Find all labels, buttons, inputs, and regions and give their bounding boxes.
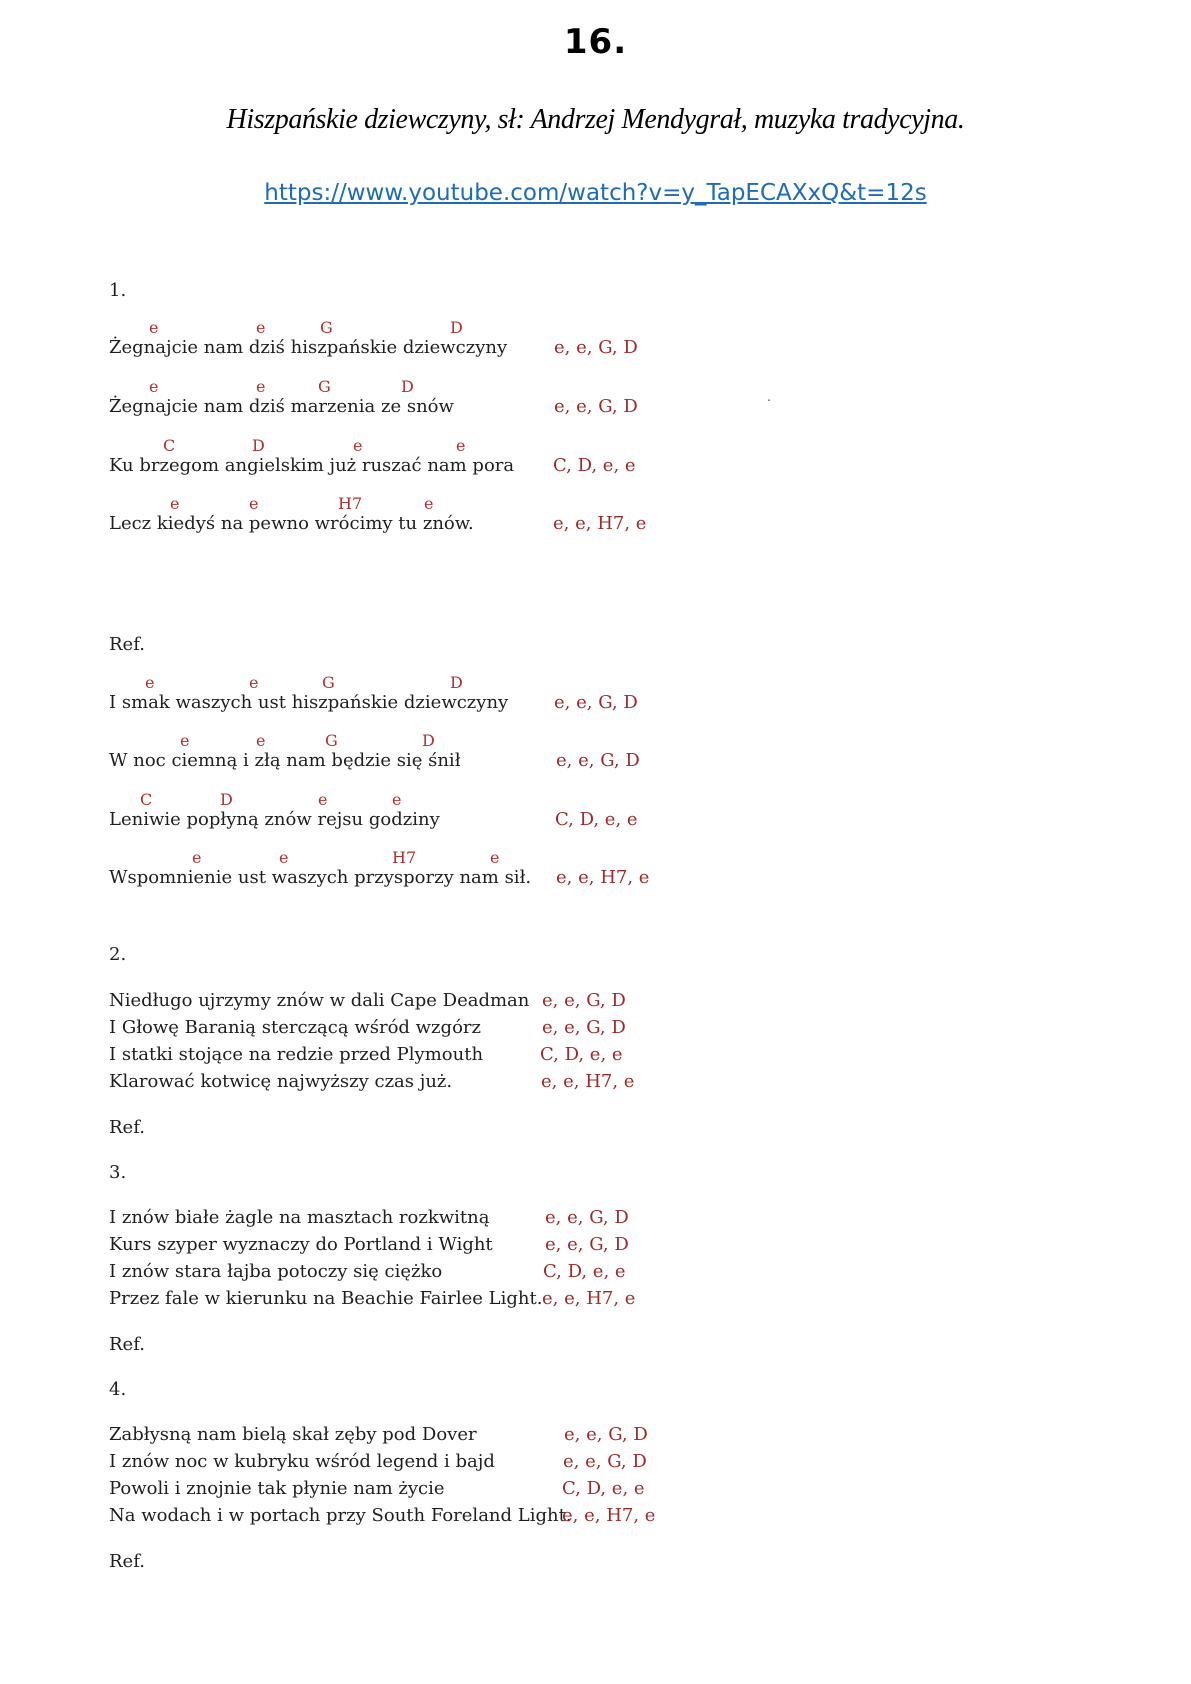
chord-summary: C, D, e, e — [540, 1044, 623, 1065]
chord: e — [145, 673, 155, 692]
chord-summary: e, e, G, D — [554, 337, 638, 358]
chord-summary: e, e, G, D — [542, 990, 626, 1011]
lyric-line: Żegnajcie nam dziś hiszpańskie dziewczyny — [109, 337, 508, 358]
chord-summary: e, e, G, D — [545, 1234, 629, 1255]
chord: e — [180, 731, 190, 750]
chord: e — [490, 848, 500, 867]
lyric-line: Na wodach i w portach przy South Foreland Light. — [109, 1505, 572, 1526]
chord: e — [279, 848, 289, 867]
verse-1-label: 1. — [109, 280, 127, 301]
chord: e — [456, 436, 466, 455]
chord: e — [149, 318, 159, 337]
chord: e — [256, 318, 266, 337]
chord: e — [353, 436, 363, 455]
chord-summary: e, e, H7, e — [541, 1071, 635, 1092]
chord: C — [140, 790, 153, 809]
chord-summary: e, e, G, D — [554, 396, 638, 417]
chord-summary: e, e, H7, e — [556, 867, 650, 888]
chord: e — [249, 494, 259, 513]
chord: C — [163, 436, 176, 455]
chord: G — [322, 673, 335, 692]
chord-summary: e, e, H7, e — [542, 1288, 636, 1309]
lyric-line: Żegnajcie nam dziś marzenia ze snów — [109, 396, 454, 417]
chord-summary: C, D, e, e — [553, 455, 636, 476]
chord-summary: e, e, G, D — [545, 1207, 629, 1228]
chord: e — [192, 848, 202, 867]
verse-4-label: 4. — [109, 1379, 127, 1400]
lyric-line: I znów noc w kubryku wśród legend i bajd — [109, 1451, 495, 1472]
chord-summary: C, D, e, e — [555, 809, 638, 830]
stray-dot: . — [767, 390, 771, 404]
chord: e — [256, 377, 266, 396]
chord: D — [422, 731, 435, 750]
lyric-line: Ku brzegom angielskim już ruszać nam pora — [109, 455, 515, 476]
chord: e — [149, 377, 159, 396]
chord: D — [450, 318, 463, 337]
chord: e — [318, 790, 328, 809]
lyric-line: Zabłysną nam bielą skał zęby pod Dover — [109, 1424, 477, 1445]
lyric-line: I statki stojące na redzie przed Plymouth — [109, 1044, 484, 1065]
chord: D — [450, 673, 463, 692]
chord-summary: e, e, G, D — [542, 1017, 626, 1038]
chord-summary: C, D, e, e — [562, 1478, 645, 1499]
chord-summary: e, e, G, D — [563, 1451, 647, 1472]
refrain-label: Ref. — [109, 634, 145, 655]
lyric-line: Lecz kiedyś na pewno wrócimy tu znów. — [109, 513, 474, 534]
lyric-line: Kurs szyper wyznaczy do Portland i Wight — [109, 1234, 493, 1255]
chord: e — [256, 731, 266, 750]
lyric-line: Powoli i znojnie tak płynie nam życie — [109, 1478, 445, 1499]
chord: e — [392, 790, 402, 809]
chord-summary: e, e, G, D — [556, 750, 640, 771]
chord: e — [170, 494, 180, 513]
chord: e — [249, 673, 259, 692]
chord: D — [220, 790, 233, 809]
song-title: Hiszpańskie dziewczyny, sł: Andrzej Mendygrał, muzyka tradycyjna. — [226, 104, 965, 135]
lyric-line: Niedługo ujrzymy znów w dali Cape Deadman — [109, 990, 530, 1011]
lyric-line: Wspomnienie ust waszych przysporzy nam sił. — [109, 867, 532, 888]
chord: D — [252, 436, 265, 455]
chord: e — [424, 494, 434, 513]
lyric-line: Leniwie popłyną znów rejsu godziny — [109, 809, 440, 830]
lyric-line: I smak waszych ust hiszpańskie dziewczyny — [109, 692, 509, 713]
refrain-ref: Ref. — [109, 1117, 145, 1138]
lyric-line: Przez fale w kierunku na Beachie Fairlee Light. — [109, 1288, 543, 1309]
chord: H7 — [392, 848, 417, 867]
chord: G — [318, 377, 331, 396]
song-number: 16. — [563, 22, 628, 62]
chord-summary: e, e, H7, e — [553, 513, 647, 534]
chord: G — [320, 318, 333, 337]
verse-2-label: 2. — [109, 944, 127, 965]
chord: G — [325, 731, 338, 750]
verse-3-label: 3. — [109, 1162, 127, 1183]
lyric-line: Klarować kotwicę najwyższy czas już. — [109, 1071, 453, 1092]
lyric-line: I Głowę Baranią sterczącą wśród wzgórz — [109, 1017, 481, 1038]
chord: D — [401, 377, 414, 396]
chord-summary: C, D, e, e — [543, 1261, 626, 1282]
lyric-line: I znów stara łajba potoczy się ciężko — [109, 1261, 443, 1282]
lyric-line: I znów białe żagle na masztach rozkwitną — [109, 1207, 490, 1228]
chord-summary: e, e, G, D — [564, 1424, 648, 1445]
youtube-link[interactable]: https://www.youtube.com/watch?v=y_TapECAXxQ&t=12s — [264, 180, 927, 206]
lyric-line: W noc ciemną i złą nam będzie się śnił — [109, 750, 461, 771]
chord-summary: e, e, H7, e — [562, 1505, 656, 1526]
chord: H7 — [338, 494, 363, 513]
refrain-ref: Ref. — [109, 1334, 145, 1355]
chord-summary: e, e, G, D — [554, 692, 638, 713]
refrain-ref: Ref. — [109, 1551, 145, 1572]
